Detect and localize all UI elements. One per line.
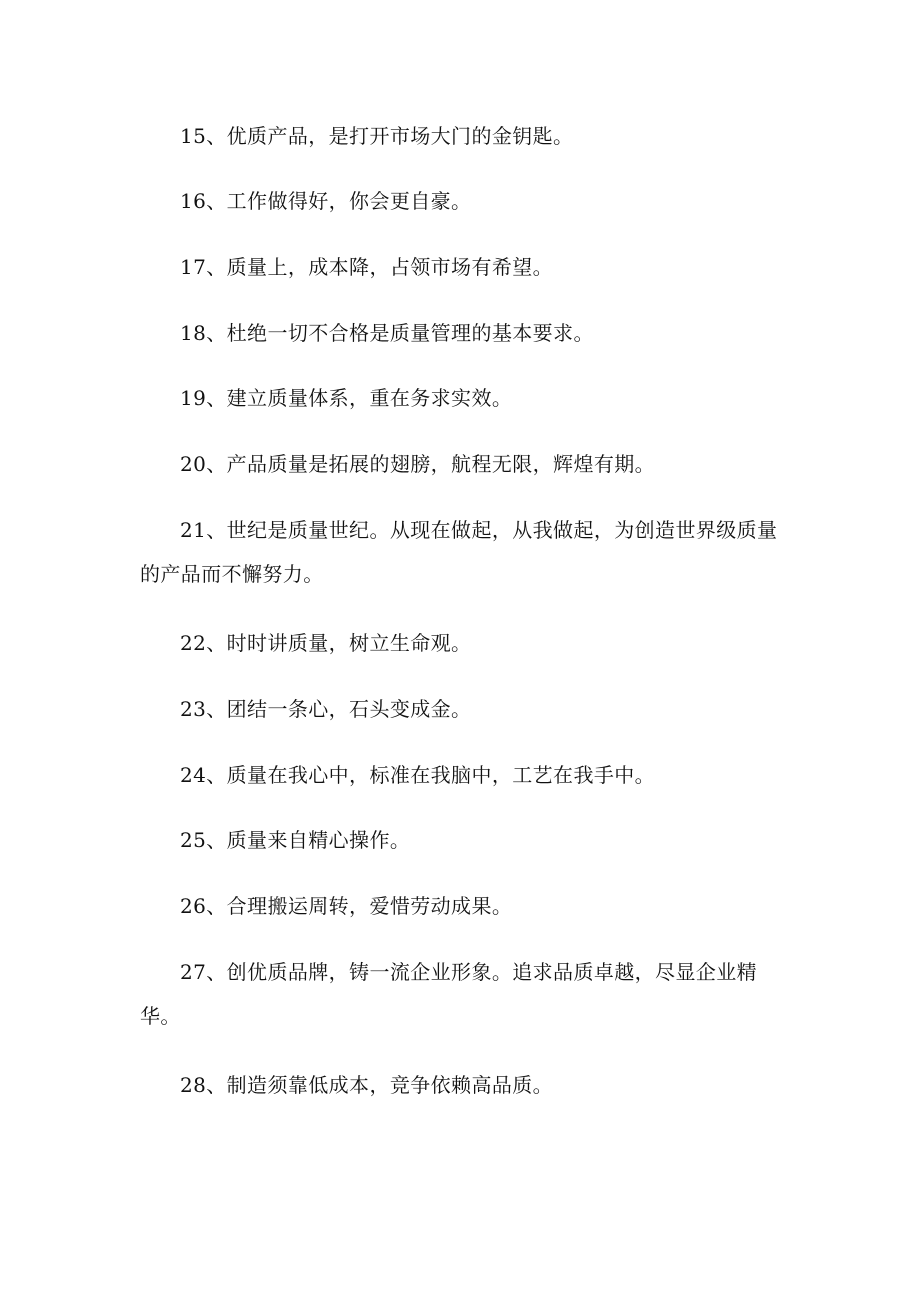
- slogan-item-19: 19、建立质量体系，重在务求实效。: [180, 386, 513, 410]
- slogan-item-21: 21、世纪是质量世纪。从现在做起，从我做起，为创造世界级质量的产品而不懈努力。: [140, 518, 778, 586]
- slogan-item-25: 25、质量来自精心操作。: [180, 828, 411, 852]
- slogan-item-15: 15、优质产品，是打开市场大门的金钥匙。: [180, 124, 574, 148]
- slogan-item-16: 16、工作做得好，你会更自豪。: [180, 189, 472, 213]
- slogan-item-26: 26、合理搬运周转，爱惜劳动成果。: [180, 894, 513, 918]
- slogan-item-23: 23、团结一条心，石头变成金。: [180, 697, 472, 721]
- slogan-item-24: 24、质量在我心中，标准在我脑中，工艺在我手中。: [180, 763, 656, 787]
- slogan-item-28: 28、制造须靠低成本，竞争依赖高品质。: [180, 1073, 554, 1097]
- slogan-item-27: 27、创优质品牌，铸一流企业形象。追求品质卓越，尽显企业精华。: [140, 960, 758, 1028]
- slogan-item-22: 22、时时讲质量，树立生命观。: [180, 631, 472, 655]
- slogan-item-20: 20、产品质量是拓展的翅膀，航程无限，辉煌有期。: [180, 452, 656, 476]
- slogan-item-18: 18、杜绝一切不合格是质量管理的基本要求。: [180, 321, 594, 345]
- slogan-item-17: 17、质量上，成本降，占领市场有希望。: [180, 255, 554, 279]
